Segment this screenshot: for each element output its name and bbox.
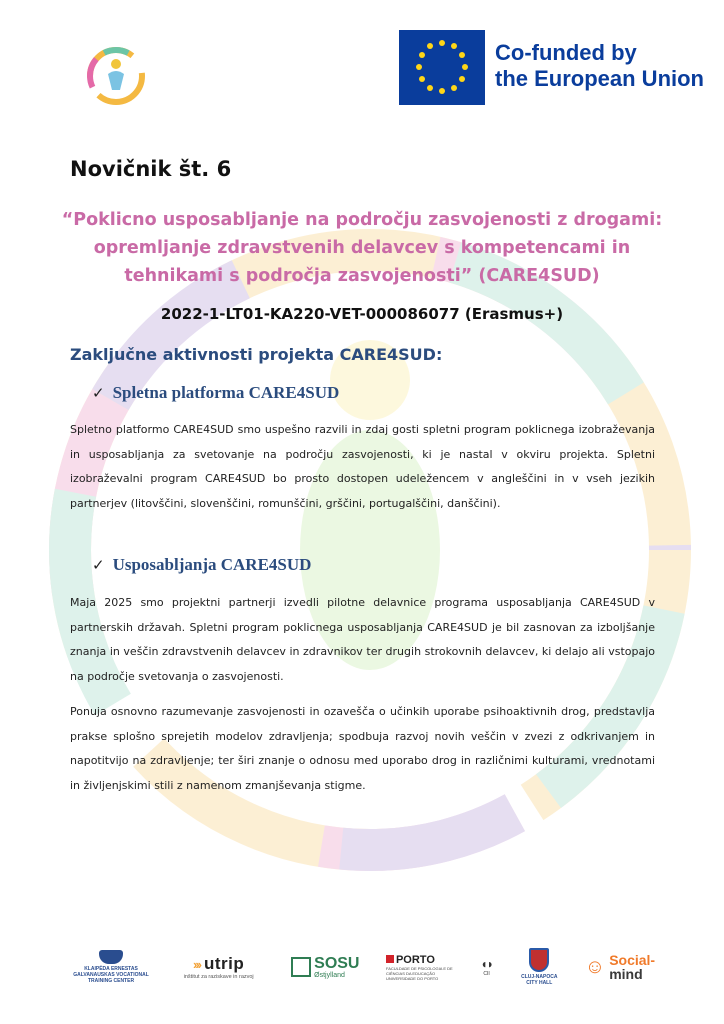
- klaipeda-emblem-icon: [99, 950, 123, 964]
- sub-heading-label: Usposabljanja CARE4SUD: [112, 555, 312, 574]
- project-subtitle: “Poklicno usposabljanje na področju zasvojenosti z drogami: opremljanje zdravstvenih delavcev s kompetencami in tehnikami s področja zasvojenosti” (CARE4SUD): [61, 210, 663, 286]
- klaipeda-logo-text: KLAIPĖDA ERNESTAS GALVANAUSKAS VOCATIONAL TRAINING CENTER: [73, 966, 149, 984]
- paragraph-platform: Spletno platformo CARE4SUD smo uspešno razvili in zdaj gosti spletni program poklicnega izobraževanja in usposabljanja za svetovanje na področju zasvojenosti, ki je nastal v okviru projekta. Spletni izobraževalni program CARE4SUD bo prosto dostopen udeležencem v angleščini in v vseh jezikih partnerjev (litovščini, slovenščini, romunščini, grščini, portugalščini, danščini).: [70, 423, 655, 510]
- sosu-square-icon: [291, 957, 311, 977]
- social-mind-text-1: Social-: [609, 952, 656, 968]
- porto-logo-text: PORTO: [395, 953, 435, 966]
- eu-badge-line1: Co-funded by: [495, 40, 637, 65]
- sub-heading-training: [92, 555, 311, 575]
- klaipeda-logo: [70, 950, 152, 984]
- porto-logo: [386, 954, 454, 981]
- eu-flag-icon: [399, 30, 485, 105]
- paragraph-training-2: Ponuja osnovno razumevanje zasvojenosti in ozavešča o učinkih uporabe psihoaktivnih drog, predstavlja prakse splošno sprejetih modelov zdravljenja; spodbuja razvoj novih veščin v zvezi z odkrivanjem in napotitvijo na zdravljenje; ter širi znanje o odnosu med uporabo drog in različnimi kulturami, vrednotami in življenjskimi stili z namenom zmanjševanja stigme.: [70, 705, 655, 792]
- sosu-logo: [285, 956, 365, 979]
- sub-heading-platform: [92, 383, 339, 403]
- paragraph-training-1: Maja 2025 smo projektni partnerji izvedli pilotne delavnice programa usposabljanja CARE4SUD v partnerskih državah. Spletni program poklicnega usposabljanja CARE4SUD je bil zasnovan za izboljšanje znanja in veščin zdravstvenih delavcev in zdravnikov ter drugih strokovnih delavcev, ki delajo ali vstopajo na področje svetovanja o zasvojenosti.: [70, 596, 655, 683]
- social-mind-logo: [580, 953, 660, 981]
- utrip-logo-text: utrip: [204, 954, 245, 973]
- eu-badge-line2: the European Union: [495, 66, 704, 91]
- social-mind-text-2: mind: [609, 966, 643, 982]
- sosu-logo-text: SOSU: [314, 954, 360, 972]
- utrip-logo-sub: inštitut za raziskave in razvoj: [183, 974, 254, 980]
- sosu-logo-sub: Østjylland: [314, 971, 345, 979]
- checkmark-icon: ✓: [92, 384, 105, 402]
- porto-logo-sub: FACULDADE DE PSICOLOGIA E DE CIÊNCIAS DA EDUCAÇÃO UNIVERSIDADE DO PORTO: [385, 965, 453, 981]
- newsletter-title: Novičnik št. 6: [70, 157, 232, 181]
- cluj-coat-of-arms-icon: [529, 948, 549, 972]
- care4sud-ring-logo-icon: [84, 44, 148, 108]
- partner-logos: [70, 940, 660, 994]
- utrip-logo: [173, 954, 265, 980]
- cluj-logo: [519, 948, 559, 986]
- sub-heading-label: Spletna platforma CARE4SUD: [112, 383, 340, 402]
- cii-symbol-icon: ◖◗: [480, 957, 493, 971]
- porto-mark-icon: [386, 955, 394, 963]
- utrip-arrows-icon: ›››: [193, 957, 201, 972]
- project-code: 2022-1-LT01-KA220-VET-000086077 (Erasmus+): [160, 305, 564, 323]
- cluj-logo-text: CLUJ-NAPOCA CITY HALL: [521, 974, 558, 986]
- cii-logo-text: CII: [483, 971, 490, 977]
- head-profile-icon: ☺: [584, 955, 606, 978]
- eu-cofunded-badge: [399, 30, 702, 105]
- cii-logo: [475, 957, 499, 977]
- section-heading: Zaključne aktivnosti projekta CARE4SUD:: [70, 345, 443, 364]
- checkmark-icon: ✓: [92, 556, 105, 574]
